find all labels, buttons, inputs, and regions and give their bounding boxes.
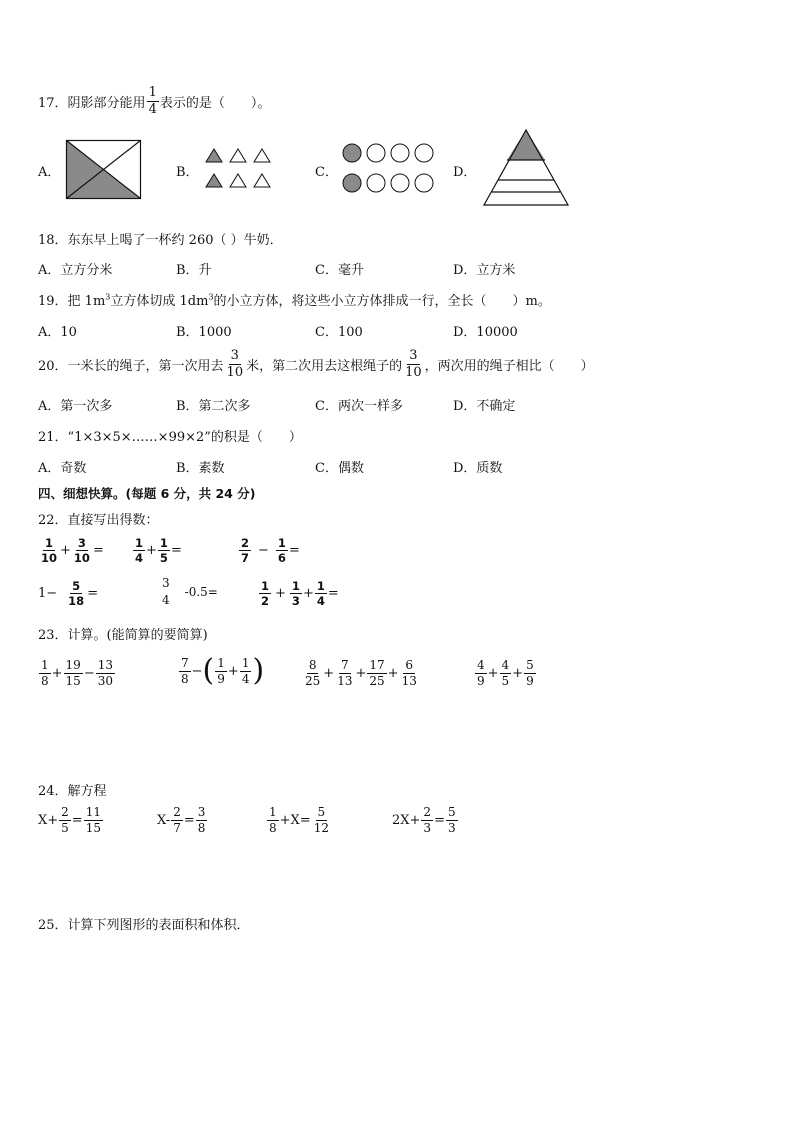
q23-expr-2[interactable]: $\frac{7}{8}$ − ( $\frac{1}{9}$ + $\frac{1}{4}$ ) <box>181 653 265 688</box>
q18-option-b[interactable]: B．升 <box>176 263 212 278</box>
q24-equation-2[interactable]: X- $\frac{2}{7}$ = $\frac{3}{8}$ <box>157 805 206 835</box>
q19-option-a[interactable]: A．10 <box>38 325 77 340</box>
option-d-label[interactable]: D． <box>453 165 477 180</box>
q22-title: 22．直接写出得数： <box>38 513 159 528</box>
q21-option-c[interactable]: C．偶数 <box>315 461 364 476</box>
q20-stem: 20．一米长的绳子，第一次用去 $\frac{3}{10}$ 米，第二次用去这根绳子的 $\frac{3}{10}$ ，两次用的绳子相比（ ） <box>38 348 594 380</box>
q21-option-d[interactable]: D．质数 <box>453 461 503 476</box>
q19-option-b[interactable]: B．1000 <box>176 325 232 340</box>
q24-equation-3[interactable]: $\frac{1}{8}$ +X= $\frac{5}{12}$ <box>269 805 329 835</box>
q21-stem: 21．“1×3×5×……×99×2”的积是（ ） <box>38 430 302 445</box>
q18-option-d[interactable]: D．立方米 <box>453 263 516 278</box>
q22-expr-5[interactable]: 3 4 -0.5= <box>162 576 218 607</box>
q22-expr-1[interactable]: $\frac{1}{10}$ + $\frac{3}{10}$ = <box>41 536 104 566</box>
q21-option-b[interactable]: B．素数 <box>176 461 225 476</box>
layered-triangle-figure[interactable] <box>482 128 572 208</box>
q19-option-c[interactable]: C．100 <box>315 325 363 340</box>
q23-title: 23．计算。(能简算的要简算) <box>38 628 208 643</box>
q20-option-c[interactable]: C．两次一样多 <box>315 399 403 414</box>
q24-equation-1[interactable]: X+ $\frac{2}{5}$ = $\frac{11}{15}$ <box>38 805 101 835</box>
fraction-three-tenths: $\frac{3}{10}$ <box>226 348 244 380</box>
q22-expr-6[interactable]: $\frac{1}{2}$ + $\frac{1}{3}$ + $\frac{1}{4}$ = <box>261 579 339 609</box>
q20-option-b[interactable]: B．第二次多 <box>176 399 251 414</box>
option-b-label[interactable]: B． <box>176 165 199 180</box>
q25-title: 25．计算下列图形的表面积和体积． <box>38 918 250 933</box>
q22-expr-2[interactable]: $\frac{1}{4}$ + $\frac{1}{5}$ = <box>135 536 182 566</box>
q17-stem: 17． 阴影部分能用 $\frac{1}{4}$ 表示的是（ ）。 <box>38 85 271 117</box>
q24-equation-4[interactable]: 2X+ $\frac{2}{3}$ = $\frac{5}{3}$ <box>392 805 456 835</box>
q19-stem: 19．把 $1m^3$立方体切成 $1dm^3$的小立方体，将这些小立方体排成一行，全长（ ）m。 <box>38 292 551 309</box>
fraction-three-tenths: $\frac{3}{10}$ <box>405 348 422 380</box>
q23-expr-1[interactable]: $\frac{1}{8}$ + $\frac{19}{15}$ − $\frac{13}{30}$ <box>41 658 114 688</box>
section-4-heading: 四、细想快算。(每题 6 分，共 24 分) <box>38 486 256 501</box>
q23-expr-3[interactable]: $\frac{8}{25}$ + $\frac{7}{13}$ + $\frac{17}{25}$ + $\frac{6}{13}$ <box>305 658 417 688</box>
q20-option-d[interactable]: D．不确定 <box>453 399 516 414</box>
q23-expr-4[interactable]: $\frac{4}{9}$ + $\frac{4}{5}$ + $\frac{5}{9}$ <box>477 658 534 688</box>
q18-option-a[interactable]: A．立方分米 <box>38 263 113 278</box>
fraction-one-quarter: $\frac{1}{4}$ <box>148 85 157 117</box>
q24-title: 24．解方程 <box>38 784 107 799</box>
q19-option-d[interactable]: D．10000 <box>453 325 518 340</box>
shaded-rectangle-figure[interactable] <box>66 140 142 200</box>
q21-option-a[interactable]: A．奇数 <box>38 461 87 476</box>
triangles-figure[interactable] <box>206 148 272 190</box>
q20-option-a[interactable]: A．第一次多 <box>38 399 113 414</box>
q18-stem: 18．东东早上喝了一杯约 260（ ）牛奶． <box>38 233 283 248</box>
circles-figure[interactable] <box>342 143 436 195</box>
q18-option-c[interactable]: C．毫升 <box>315 263 364 278</box>
q22-expr-3[interactable]: $\frac{2}{7}$ − $\frac{1}{6}$ = <box>241 536 300 566</box>
q17-number: 17． <box>38 95 68 111</box>
option-a-label[interactable]: A． <box>38 165 61 180</box>
option-c-label[interactable]: C． <box>315 165 338 180</box>
q22-expr-4[interactable]: 1− $\frac{5}{18}$ = <box>38 579 99 609</box>
